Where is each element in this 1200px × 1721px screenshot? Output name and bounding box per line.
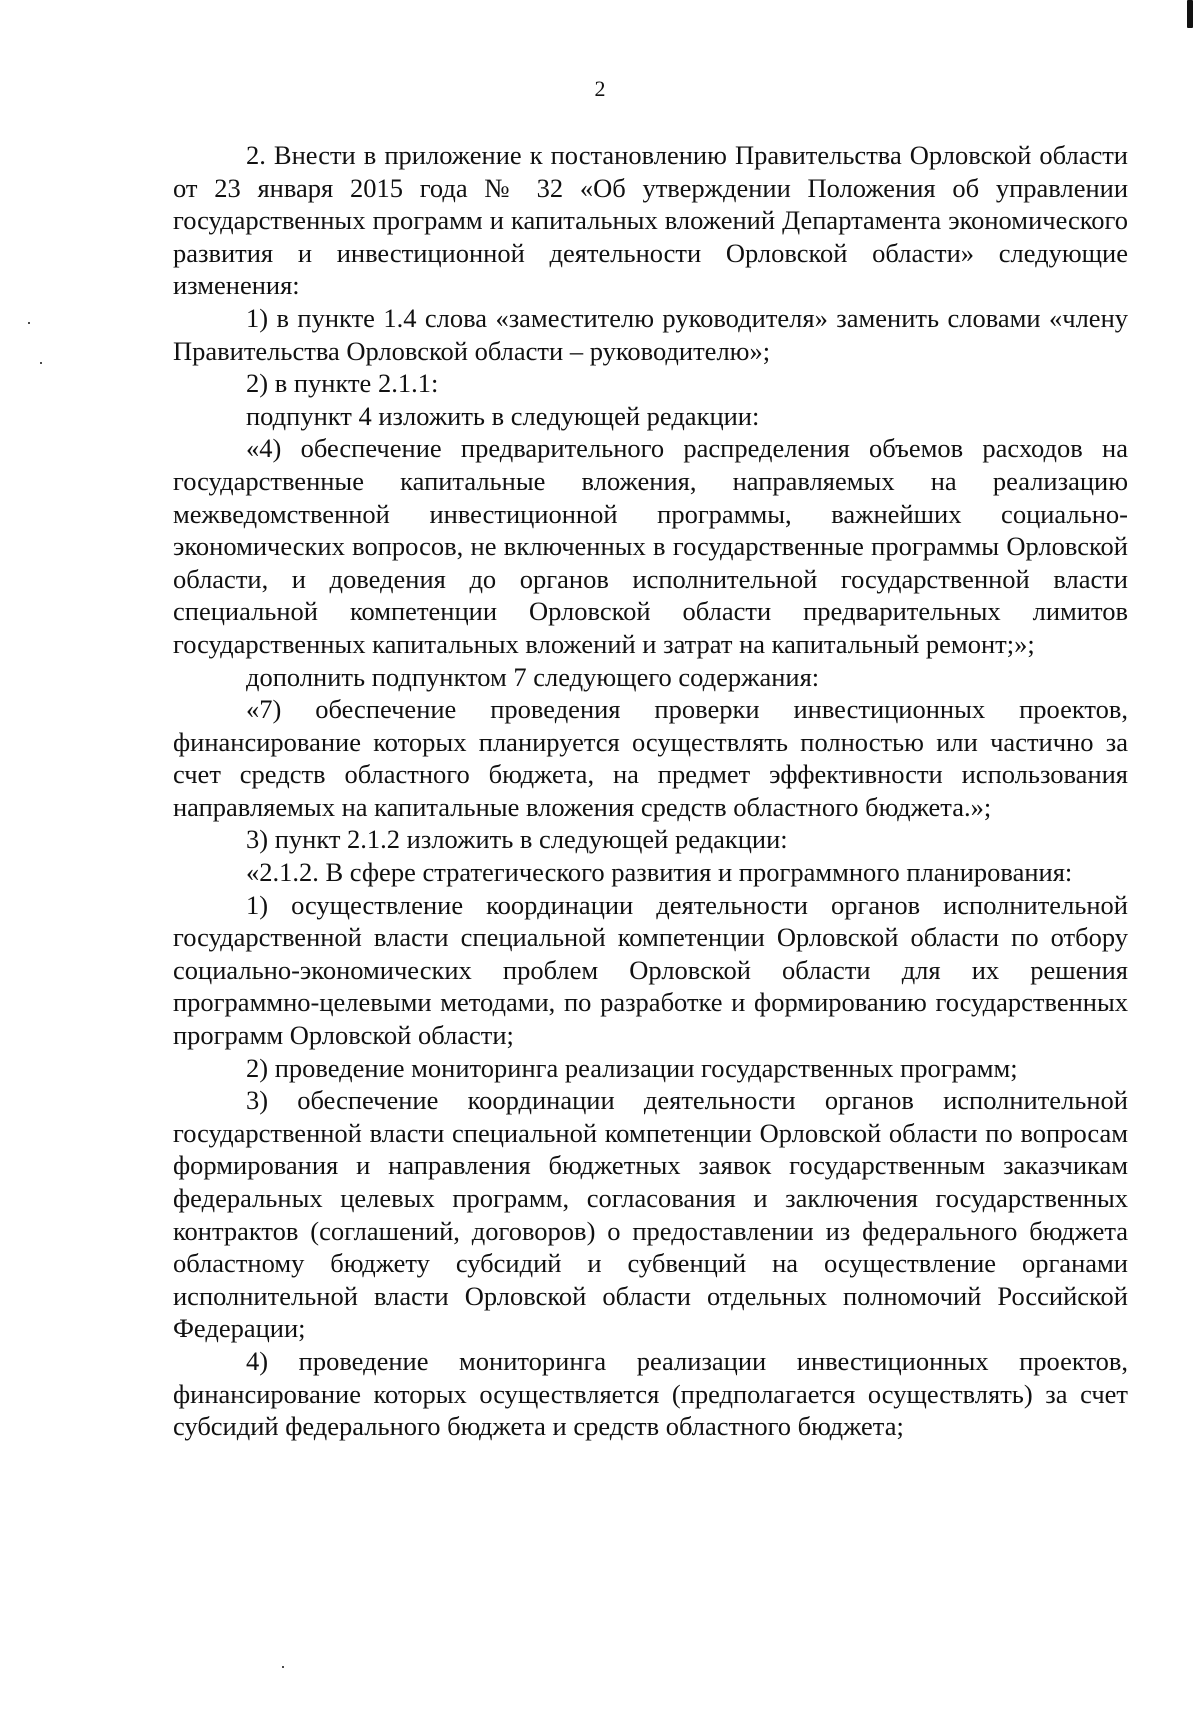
paragraph: «4) обеспечение предварительного распределения объемов расходов на государственные капитальные вложения, направляемых на реализацию межведомственной инвестиционной программы, важнейших социально-экономических вопросов, не включенных в государственные программы Орловской области, и доведения до органов исполнительной государственной власти специальной компетенции Орловской области предварительных лимитов государственных капитальных вложений и затрат на капитальный ремонт;»; — [173, 433, 1128, 659]
paragraph: 1) в пункте 1.4 слова «заместителю руководителя» заменить словами «члену Правительства Орловской области – руководителю»; — [173, 302, 1128, 366]
paragraph: подпункт 4 изложить в следующей редакции: — [246, 400, 760, 431]
paragraph: «7) обеспечение проведения проверки инвестиционных проектов, финансирование которых планируется осуществлять полностью или частично за счет средств областного бюджета, на предмет эффективности использования направляемых на капитальные вложения средств областного бюджета.»; — [173, 694, 1128, 822]
paragraph: 1) осуществление координации деятельности органов исполнительной государственной власти специальной компетенции Орловской области по отбору социально-экономических проблем Орловской области для их решения программно-целевыми методами, по разработке и формированию государственных программ Орловской области; — [173, 889, 1128, 1051]
paragraph: 3) обеспечение координации деятельности органов исполнительной государственной власти специальной компетенции Орловской области по вопросам формирования и направления бюджетных заявок государственным заказчикам федеральных целевых программ, согласования и заключения государственных контрактов (соглашений, договоров) о предоставлении из федерального бюджета областному бюджету субсидий и субвенций на осуществление органами исполнительной власти Орловской области отдельных полномочий Российской Федерации; — [173, 1085, 1128, 1344]
scan-dot — [282, 1666, 284, 1668]
paragraph: «2.1.2. В сфере стратегического развития и программного планирования: — [246, 857, 1073, 888]
scan-dot — [28, 322, 30, 324]
paragraph: 2) проведение мониторинга реализации государственных программ; — [246, 1052, 1018, 1083]
page-number: 2 — [594, 76, 606, 101]
paragraph: 4) проведение мониторинга реализации инвестиционных проектов, финансирование которых осуществляется (предполагается осуществлять) за счет субсидий федерального бюджета и средств областного бюджета; — [173, 1345, 1128, 1442]
document-body — [173, 139, 1128, 1443]
paragraph: дополнить подпунктом 7 следующего содержания: — [246, 661, 820, 692]
scan-dot — [40, 362, 42, 364]
paragraph: 2. Внести в приложение к постановлению Правительства Орловской области от 23 января 2015 года № 32 «Об утверждении Положения об управлении государственных программ и капитальных вложений Департамента экономического развития и инвестиционной деятельности Орловской области» следующие изменения: — [173, 140, 1128, 301]
paragraph: 2) в пункте 2.1.1: — [246, 368, 439, 399]
scan-edge-mark — [1187, 0, 1193, 28]
paragraph: 3) пункт 2.1.2 изложить в следующей редакции: — [246, 824, 788, 855]
